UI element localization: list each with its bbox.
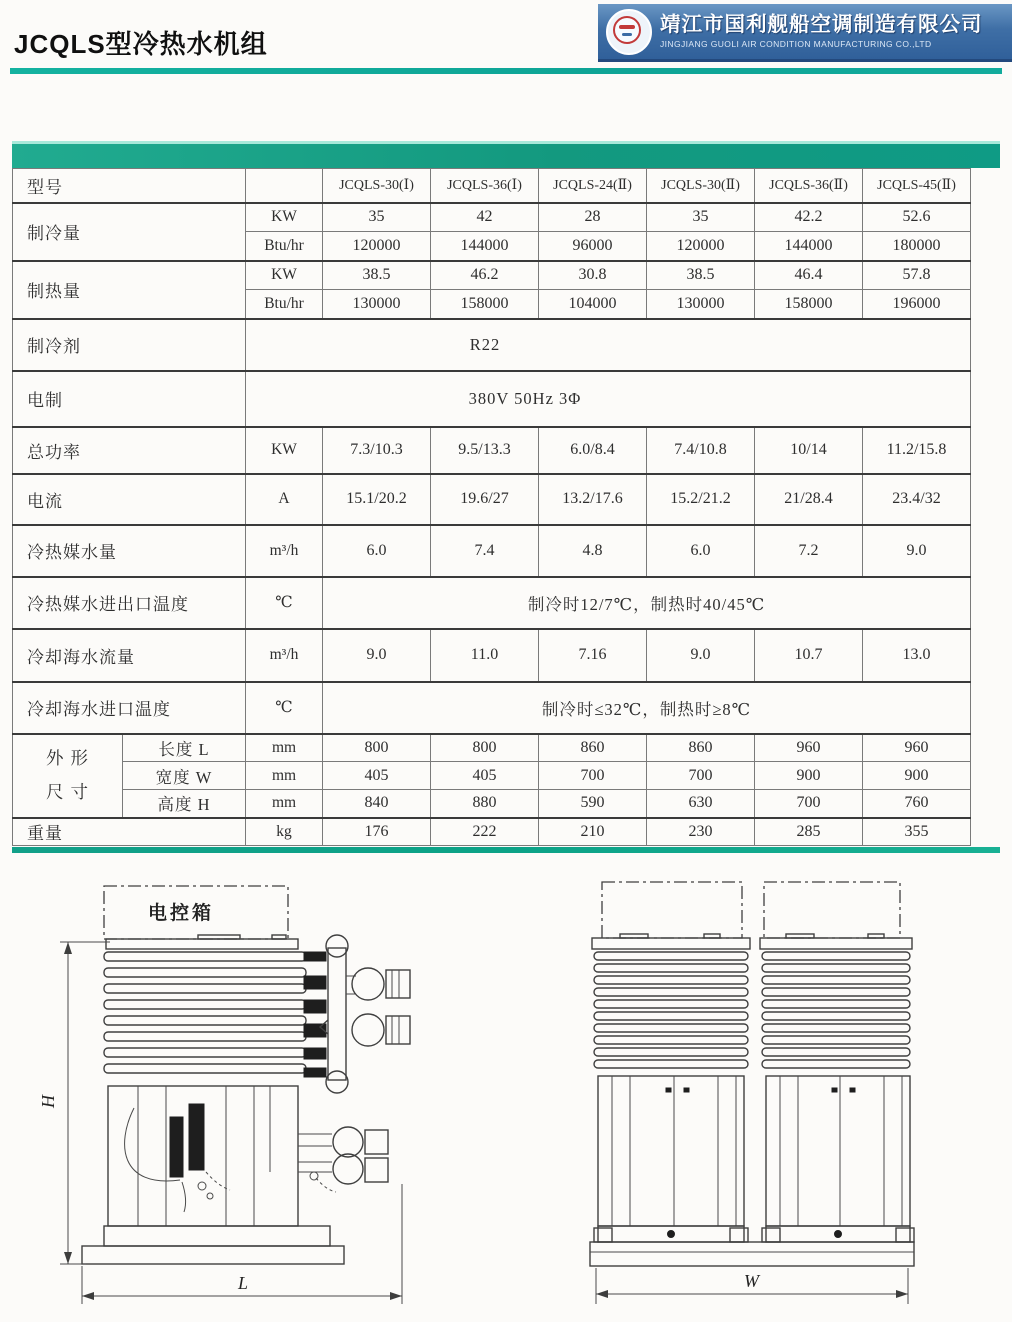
current-label: 电流 bbox=[13, 474, 246, 525]
seawater-temp-value: 制冷时≤32℃，制热时≥8℃ bbox=[323, 682, 971, 734]
value-cell: 42 bbox=[431, 203, 539, 232]
value-cell: 9.0 bbox=[323, 629, 431, 682]
value-cell: 700 bbox=[539, 762, 647, 790]
media-temp-value: 制冷时12/7℃，制热时40/45℃ bbox=[323, 577, 971, 629]
value-cell: JCQLS-36(Ⅱ) bbox=[755, 169, 863, 203]
value-cell: 13.0 bbox=[863, 629, 971, 682]
value-cell: 9.0 bbox=[647, 629, 755, 682]
base-step bbox=[104, 1226, 330, 1246]
total-power-unit: KW bbox=[246, 427, 323, 474]
value-cell: 104000 bbox=[539, 290, 647, 319]
value-cell: 960 bbox=[863, 734, 971, 762]
value-cell: 176 bbox=[323, 818, 431, 846]
value-cell: 57.8 bbox=[863, 261, 971, 290]
power-supply-value: 380V 50Hz 3Φ bbox=[246, 371, 971, 427]
heating-label: 制热量 bbox=[13, 261, 246, 319]
value-cell: 7.2 bbox=[755, 525, 863, 577]
value-cell: 21/28.4 bbox=[755, 474, 863, 525]
control-box-outline-b bbox=[764, 882, 900, 938]
row-cooling-kw bbox=[13, 203, 971, 232]
value-cell: 860 bbox=[647, 734, 755, 762]
value-cell: 6.0 bbox=[323, 525, 431, 577]
value-cell: 210 bbox=[539, 818, 647, 846]
company-name-block bbox=[660, 14, 983, 49]
feet bbox=[594, 1226, 914, 1242]
control-box-outline-a bbox=[602, 882, 742, 938]
row-current bbox=[13, 474, 971, 525]
value-cell: 6.0 bbox=[647, 525, 755, 577]
value-cell: 590 bbox=[539, 790, 647, 818]
value-cell: 7.16 bbox=[539, 629, 647, 682]
value-cell: 760 bbox=[863, 790, 971, 818]
value-cell: 46.2 bbox=[431, 261, 539, 290]
value-cell: 7.3/10.3 bbox=[323, 427, 431, 474]
value-cell: 196000 bbox=[863, 290, 971, 319]
weight-unit: kg bbox=[246, 818, 323, 846]
dimensions-label-line2: 尺寸 bbox=[46, 781, 95, 802]
value-cell: 222 bbox=[431, 818, 539, 846]
dim-W bbox=[596, 1268, 908, 1304]
value-cell: 120000 bbox=[323, 232, 431, 261]
dim-length-unit: mm bbox=[246, 734, 323, 762]
row-dim-width bbox=[13, 762, 971, 790]
cooling-btu-unit: Btu/hr bbox=[246, 232, 323, 261]
table-footer-bar bbox=[12, 847, 1000, 853]
media-temp-unit: ℃ bbox=[246, 577, 323, 629]
value-cell: 355 bbox=[863, 818, 971, 846]
value-cell: 30.8 bbox=[539, 261, 647, 290]
refrigerant-label: 制冷剂 bbox=[13, 319, 246, 371]
row-seawater-temp bbox=[13, 682, 971, 734]
lower-valves bbox=[298, 1127, 388, 1192]
cooling-label: 制冷量 bbox=[13, 203, 246, 261]
value-cell: 800 bbox=[431, 734, 539, 762]
company-banner bbox=[598, 4, 1012, 62]
heating-kw-unit: KW bbox=[246, 261, 323, 290]
value-cell: 700 bbox=[647, 762, 755, 790]
value-cell: JCQLS-45(Ⅱ) bbox=[863, 169, 971, 203]
company-logo-icon bbox=[606, 9, 652, 55]
current-unit: A bbox=[246, 474, 323, 525]
dim-W-label: W bbox=[744, 1271, 759, 1291]
value-cell: 9.5/13.3 bbox=[431, 427, 539, 474]
value-cell: 7.4/10.8 bbox=[647, 427, 755, 474]
heating-btu-unit: Btu/hr bbox=[246, 290, 323, 319]
value-cell: 840 bbox=[323, 790, 431, 818]
value-cell: JCQLS-30(Ⅱ) bbox=[647, 169, 755, 203]
value-cell: 900 bbox=[863, 762, 971, 790]
value-cell: 52.6 bbox=[863, 203, 971, 232]
weight-label: 重量 bbox=[13, 818, 246, 846]
power-supply-label: 电制 bbox=[13, 371, 246, 427]
value-cell: 144000 bbox=[431, 232, 539, 261]
seawater-temp-label: 冷却海水进口温度 bbox=[13, 682, 246, 734]
value-cell: 4.8 bbox=[539, 525, 647, 577]
refrigerant-value: R22 bbox=[246, 319, 971, 371]
fin-stack-a bbox=[594, 952, 748, 1068]
row-heating-kw bbox=[13, 261, 971, 290]
dim-L bbox=[82, 1184, 402, 1304]
dim-height-unit: mm bbox=[246, 790, 323, 818]
value-cell: 130000 bbox=[647, 290, 755, 319]
row-power-supply bbox=[13, 371, 971, 427]
row-media-temp bbox=[13, 577, 971, 629]
fin-stack-b bbox=[762, 952, 910, 1068]
model-row-label: 型号 bbox=[13, 169, 246, 203]
value-cell: 11.0 bbox=[431, 629, 539, 682]
drawing-front-view bbox=[572, 872, 992, 1320]
dimensions-label bbox=[13, 734, 123, 818]
value-cell: 10.7 bbox=[755, 629, 863, 682]
dim-length-label: 长度 L bbox=[123, 734, 246, 762]
cabinet-a bbox=[598, 1076, 744, 1226]
value-cell: 10/14 bbox=[755, 427, 863, 474]
base-plate bbox=[82, 1246, 344, 1264]
table-header-bar bbox=[12, 141, 1000, 168]
value-cell: 960 bbox=[755, 734, 863, 762]
value-cell: 9.0 bbox=[863, 525, 971, 577]
seawater-temp-unit: ℃ bbox=[246, 682, 323, 734]
value-cell: 630 bbox=[647, 790, 755, 818]
media-temp-label: 冷热媒水进出口温度 bbox=[13, 577, 246, 629]
value-cell: 28 bbox=[539, 203, 647, 232]
dim-width-unit: mm bbox=[246, 762, 323, 790]
dim-L-label: L bbox=[238, 1273, 249, 1293]
value-cell: 405 bbox=[323, 762, 431, 790]
row-dim-length bbox=[13, 734, 971, 762]
value-cell: 130000 bbox=[323, 290, 431, 319]
dim-height-label: 高度 H bbox=[123, 790, 246, 818]
logo-blue-glyph bbox=[622, 33, 632, 36]
value-cell: 230 bbox=[647, 818, 755, 846]
page-title: JCQLS型冷热水机组 bbox=[14, 29, 268, 59]
value-cell: 46.4 bbox=[755, 261, 863, 290]
value-cell: 180000 bbox=[863, 232, 971, 261]
value-cell: 880 bbox=[431, 790, 539, 818]
value-cell: 285 bbox=[755, 818, 863, 846]
value-cell: 35 bbox=[323, 203, 431, 232]
value-cell: 900 bbox=[755, 762, 863, 790]
value-cell: 860 bbox=[539, 734, 647, 762]
logo-inner-circle bbox=[613, 16, 641, 44]
value-cell: 158000 bbox=[431, 290, 539, 319]
value-cell: 13.2/17.6 bbox=[539, 474, 647, 525]
value-cell: 19.6/27 bbox=[431, 474, 539, 525]
value-cell: 120000 bbox=[647, 232, 755, 261]
value-cell: 7.4 bbox=[431, 525, 539, 577]
value-cell: 23.4/32 bbox=[863, 474, 971, 525]
row-model bbox=[13, 169, 971, 203]
value-cell: 42.2 bbox=[755, 203, 863, 232]
dim-width-label: 宽度 W bbox=[123, 762, 246, 790]
value-cell: JCQLS-24(Ⅱ) bbox=[539, 169, 647, 203]
value-cell: 700 bbox=[755, 790, 863, 818]
value-cell: 15.2/21.2 bbox=[647, 474, 755, 525]
media-flow-unit: m³/h bbox=[246, 525, 323, 577]
value-cell: 38.5 bbox=[323, 261, 431, 290]
upper-valves bbox=[346, 968, 410, 1046]
row-media-flow bbox=[13, 525, 971, 577]
cabinet bbox=[108, 1086, 298, 1226]
logo-red-glyph bbox=[619, 25, 635, 29]
dimensions-label-line1: 外形 bbox=[46, 748, 95, 769]
row-dim-height bbox=[13, 790, 971, 818]
unit-cell-empty bbox=[246, 169, 323, 203]
media-flow-label: 冷热媒水量 bbox=[13, 525, 246, 577]
row-refrigerant bbox=[13, 319, 971, 371]
value-cell: JCQLS-30(Ⅰ) bbox=[323, 169, 431, 203]
cabinet-b bbox=[766, 1076, 910, 1226]
seawater-flow-unit: m³/h bbox=[246, 629, 323, 682]
value-cell: 11.2/15.8 bbox=[863, 427, 971, 474]
coil-tubes bbox=[104, 952, 326, 1077]
spec-table bbox=[12, 168, 971, 846]
value-cell: 96000 bbox=[539, 232, 647, 261]
value-cell: 405 bbox=[431, 762, 539, 790]
company-name-en: JINGJIANG GUOLI AIR CONDITION MANUFACTURING CO.,LTD bbox=[660, 38, 932, 49]
row-total-power bbox=[13, 427, 971, 474]
value-cell: 800 bbox=[323, 734, 431, 762]
row-seawater-flow bbox=[13, 629, 971, 682]
title-divider bbox=[10, 68, 1002, 74]
value-cell: 15.1/20.2 bbox=[323, 474, 431, 525]
value-cell: 158000 bbox=[755, 290, 863, 319]
company-name-cn: 靖江市国利舰船空调制造有限公司 bbox=[660, 13, 983, 37]
base-plate bbox=[590, 1242, 914, 1266]
value-cell: 38.5 bbox=[647, 261, 755, 290]
row-weight bbox=[13, 818, 971, 846]
dim-H-label: H bbox=[38, 1095, 58, 1108]
dim-H bbox=[38, 942, 110, 1264]
cooling-kw-unit: KW bbox=[246, 203, 323, 232]
value-cell: 35 bbox=[647, 203, 755, 232]
value-cell: 6.0/8.4 bbox=[539, 427, 647, 474]
value-cell: 144000 bbox=[755, 232, 863, 261]
value-cell: JCQLS-36(Ⅰ) bbox=[431, 169, 539, 203]
seawater-flow-label: 冷却海水流量 bbox=[13, 629, 246, 682]
control-box-label: 电控箱 bbox=[148, 903, 215, 924]
total-power-label: 总功率 bbox=[13, 427, 246, 474]
drawing-side-view bbox=[30, 872, 500, 1320]
